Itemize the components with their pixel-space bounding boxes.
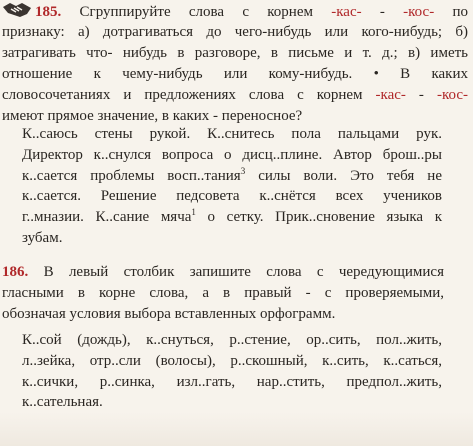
- exercise-number: 186.: [2, 264, 29, 280]
- root-kos: -кос-: [436, 87, 469, 103]
- exercise-186-words: [22, 330, 442, 413]
- root-kas: -кас-: [331, 4, 362, 20]
- exercise-185-line-5: словосочетаниях и предложениях слова с корнем -кас- - -кос-: [2, 87, 469, 103]
- text-line: зубам.: [22, 229, 63, 246]
- root-kos: -кос-: [403, 4, 435, 20]
- footnote-mark: 3: [240, 165, 246, 176]
- exercise-185-line-6: имеют прямое значение, в каких - переносное?: [2, 108, 303, 124]
- handshake-icon: [2, 1, 32, 19]
- text-line: Директор к..снулся вопроса о дисц..плине. Автор брош..ры: [22, 146, 442, 163]
- page-bottom: [0, 412, 473, 446]
- exercise-185-line-1: 185. Сгруппируйте слова с корнем -кас- - -кос- по: [2, 1, 468, 22]
- exercise-186-line-3: обозначая условия выбора вставленных орфограмм.: [2, 305, 336, 322]
- exercise-185: [2, 1, 468, 127]
- exercise-186-line-1: 186. В левый столбик запишите слова с чередующимися: [2, 264, 444, 280]
- exercise-185-line-2: признаку: а) дотрагиваться до чего-нибудь или кого-нибудь; б): [2, 24, 468, 40]
- text-line: к..сается. Решение педсовета к..снётся всех учеников: [22, 188, 442, 205]
- root-kas: -кас-: [375, 87, 406, 103]
- text-line: К..саюсь стены рукой. К..снитесь пола пальцами рук.: [22, 126, 442, 142]
- exercise-185-text: [22, 124, 442, 249]
- text-line: к..сательная.: [22, 394, 103, 411]
- text-line: л..зейка, отр..сли (волосы), р..скошный, к..сить, к..саться,: [22, 352, 442, 369]
- text-line: К..сой (дождь), к..снуться, р..стение, ор..сить, пол..жить,: [22, 332, 442, 348]
- exercise-186: [2, 262, 444, 324]
- exercise-185-line-4: отношение к чему-нибудь или кому-нибудь. • В каких: [2, 66, 468, 82]
- exercise-number: 185.: [35, 4, 62, 20]
- exercise-186-line-2: гласными в корне слова, а в правый - с проверяемыми,: [2, 284, 444, 301]
- exercise-185-line-3: затрагивать что- нибудь в разговоре, в письме и т. д.; в) иметь: [2, 45, 468, 61]
- footnote-mark: 1: [191, 207, 196, 218]
- text-line: г..мназии. К..сание мяча$^1$ о сетку. Прик..сновение языка к: [22, 207, 442, 226]
- text-line: к..сички, р..синка, изл..гать, нар..стить, предпол..жить,: [22, 373, 442, 390]
- text-line: к..сается проблемы восп..тания$^3$ силы воли. Это тебя не: [22, 165, 442, 184]
